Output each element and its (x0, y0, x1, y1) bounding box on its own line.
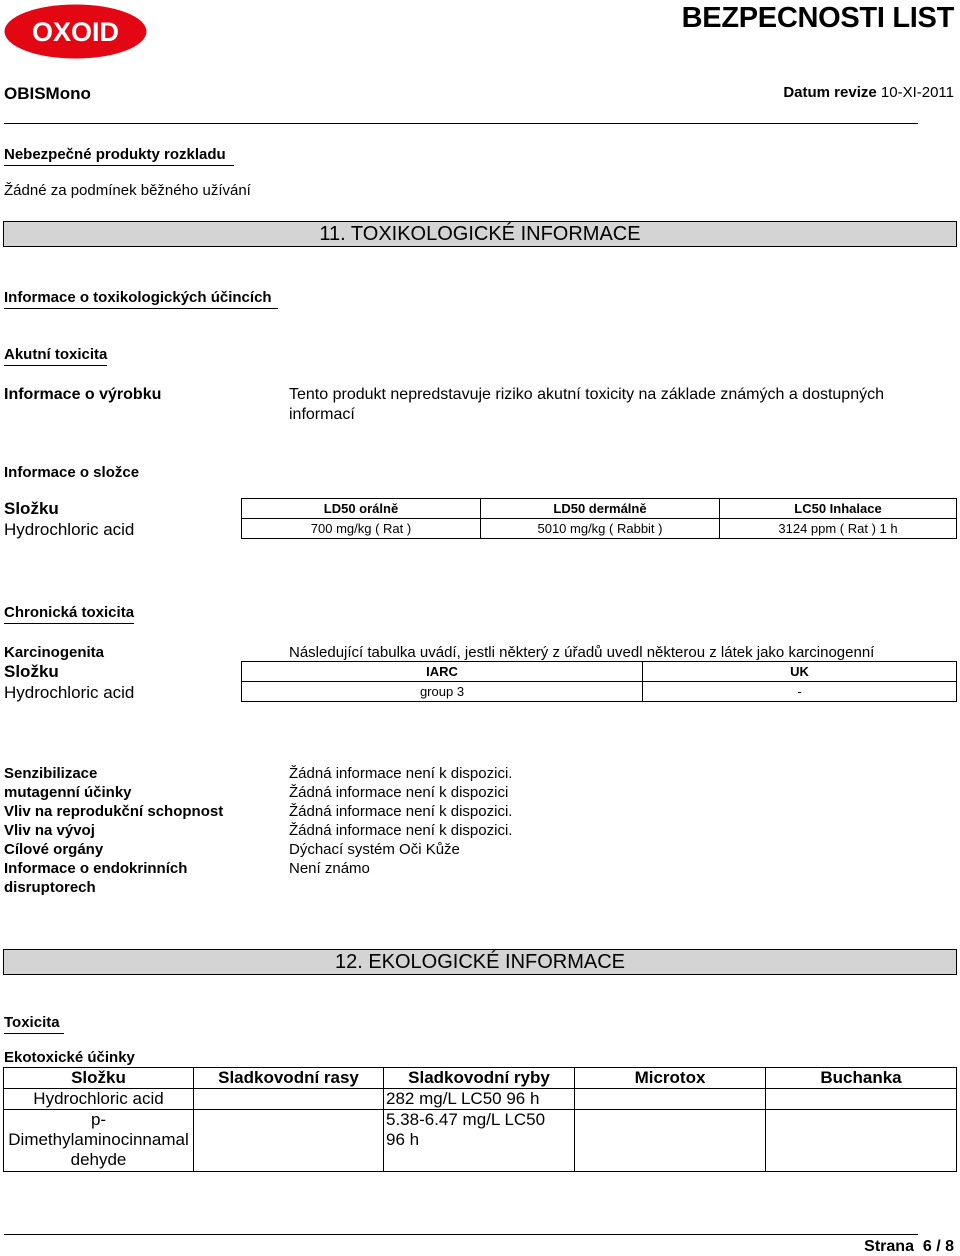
carcinogen-table (241, 661, 957, 702)
revision-date (783, 84, 954, 101)
ld-table-header (242, 499, 957, 519)
carc-table-header (242, 662, 957, 682)
revision-value: 10-XI-2011 (880, 84, 954, 101)
carc-iarc-value: group 3 (242, 682, 643, 702)
ld-dermal-value: 5010 mg/kg ( Rabbit ) (481, 519, 720, 539)
chronic-toxicity-heading: Chronická toxicita (4, 604, 134, 624)
eco-header-fish: Sladkovodní ryby (384, 1068, 575, 1089)
carc-header-uk: UK (643, 662, 957, 682)
effect-value: Žádná informace není k dispozici. (289, 765, 513, 782)
carc-header-iarc: IARC (242, 662, 643, 682)
chronic-heading-wrap (4, 604, 134, 624)
toxicity-heading-wrap (4, 1014, 64, 1034)
oxoid-logo (4, 4, 147, 59)
eco-cell (766, 1089, 957, 1110)
tox-effects-heading: Informace o toxikologických účincích (4, 289, 278, 309)
effect-value: Žádná informace není k dispozici. (289, 803, 513, 820)
header-divider (4, 123, 918, 124)
ld-header-dermal: LD50 dermálně (481, 499, 720, 519)
eco-cell: Hydrochloric acid (4, 1089, 194, 1110)
eco-table-row (4, 1089, 957, 1110)
section-11-title: 11. TOXIKOLOGICKÉ INFORMACE (3, 221, 957, 247)
carc-uk-value: - (643, 682, 957, 702)
effect-value: Dýchací systém Oči Kůže (289, 841, 460, 858)
eco-cell: 282 mg/L LC50 96 h (384, 1089, 575, 1110)
carc-table-row (242, 682, 957, 702)
eco-table-header (4, 1068, 957, 1089)
eco-table-row (4, 1110, 957, 1172)
decomposition-heading-wrap (4, 146, 234, 166)
ld-header-inhalation: LC50 Inhalace (720, 499, 957, 519)
eco-cell (575, 1110, 766, 1172)
page-value: 6 / 8 (922, 1238, 954, 1255)
eco-header-algae: Sladkovodní rasy (194, 1068, 384, 1089)
eco-cell (194, 1089, 384, 1110)
page-number (864, 1238, 954, 1256)
ecotox-heading: Ekotoxické účinky (4, 1049, 135, 1066)
carc-component-label: Složku (4, 662, 59, 681)
tox-effects-heading-wrap (4, 289, 278, 309)
eco-cell: p- Dimethylaminocinnamal dehyde (4, 1110, 194, 1172)
effect-label: Vliv na reprodukční schopnost (4, 803, 224, 820)
effects-values (289, 764, 512, 878)
product-info-text-1: Tento produkt nepredstavuje riziko akutní toxicity na základe známých a dostupných (289, 386, 884, 403)
product-name: OBISMono (4, 84, 91, 103)
document-title: BEZPECNOSTI LIST (681, 2, 954, 34)
acute-toxicity-heading: Akutní toxicita (4, 346, 107, 366)
component-name: Hydrochloric acid (4, 520, 135, 539)
product-info-label: Informace o výrobku (4, 386, 162, 403)
eco-cell (575, 1089, 766, 1110)
ld-table (241, 498, 957, 539)
effect-label: Senzibilizace (4, 765, 98, 782)
decomposition-heading: Nebezpečné produkty rozkladu (4, 146, 234, 166)
effect-label: Cílové orgány (4, 841, 104, 858)
eco-cell (766, 1110, 957, 1172)
carc-component-name: Hydrochloric acid (4, 683, 135, 702)
effect-label: Vliv na vývoj (4, 822, 95, 839)
effect-value: Není známo (289, 860, 370, 877)
section-12-title: 12. EKOLOGICKÉ INFORMACE (3, 949, 957, 975)
eco-cell (194, 1110, 384, 1172)
carcinogenicity-label: Karcinogenita (4, 644, 105, 661)
page-label: Strana (864, 1238, 914, 1255)
eco-header-daphnia: Buchanka (766, 1068, 957, 1089)
effect-value: Žádná informace není k dispozici. (289, 822, 513, 839)
eco-cell: 5.38-6.47 mg/L LC50 96 h (384, 1110, 575, 1172)
ld-table-row (242, 519, 957, 539)
eco-header-component: Složku (4, 1068, 194, 1089)
effects-labels (4, 764, 223, 897)
effect-label: Informace o endokrinních (4, 860, 188, 877)
decomposition-text: Žádné za podmínek běžného užívání (4, 182, 251, 199)
carcinogenicity-text: Následující tabulka uvádí, jestli některý z úřadů uvedl některou z látek jako karcinogenní (289, 644, 875, 661)
component-label: Složku (4, 499, 59, 518)
product-info-text-2: informací (289, 406, 355, 423)
ld-inhalation-value: 3124 ppm ( Rat ) 1 h (720, 519, 957, 539)
toxicity-heading: Toxicita (4, 1014, 64, 1034)
ld-oral-value: 700 mg/kg ( Rat ) (242, 519, 481, 539)
ld-header-oral: LD50 orálně (242, 499, 481, 519)
effect-label: disruptorech (4, 879, 96, 896)
svg-text:OXOID: OXOID (31, 17, 120, 47)
effect-label: mutagenní účinky (4, 784, 132, 801)
footer-divider (4, 1234, 918, 1235)
acute-heading-wrap (4, 346, 107, 366)
revision-label: Datum revize (783, 84, 877, 101)
eco-header-microtox: Microtox (575, 1068, 766, 1089)
ecotox-table (3, 1067, 957, 1172)
effect-value: Žádná informace není k dispozici (289, 784, 509, 801)
component-info-heading: Informace o složce (4, 464, 140, 481)
